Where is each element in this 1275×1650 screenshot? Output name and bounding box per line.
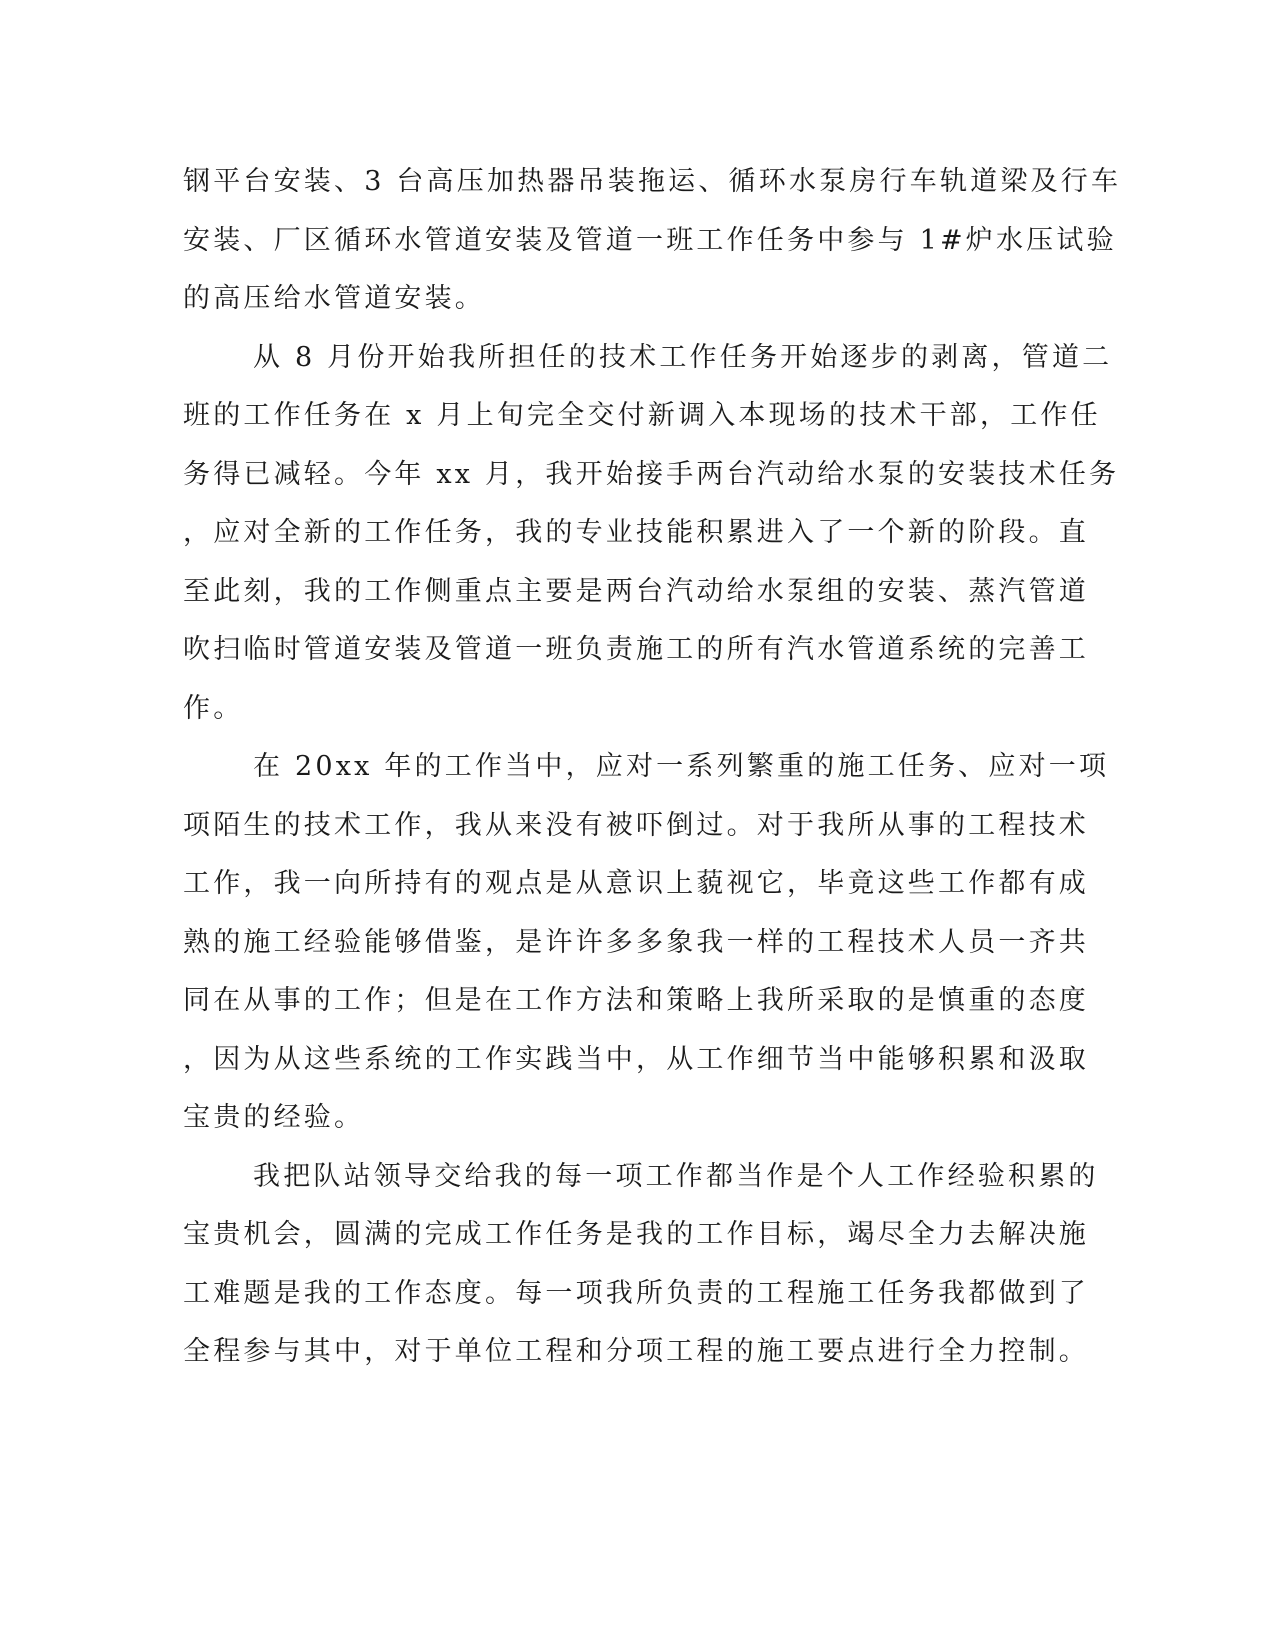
text-line: 工难题是我的工作态度。每一项我所负责的工程施工任务我都做到了 [183,1277,1089,1309]
paragraph-2 [183,329,1120,739]
text-line: ，因为从这些系统的工作实践当中，从工作细节当中能够积累和汲取 [183,1043,1089,1075]
document-body [183,153,1122,1382]
text-line: 的高压给水管道安装。 [183,283,485,314]
text-line: 项陌生的技术工作，我从来没有被吓倒过。对于我所从事的工程技术 [183,809,1089,841]
text-line: 我把队站领导交给我的每一项工作都当作是个人工作经验积累的 [253,1160,1099,1192]
text-line: 从 8 月份开始我所担任的技术工作任务开始逐步的剥离，管道二 [253,341,1113,373]
text-line: 班的工作任务在 x 月上旬完全交付新调入本现场的技术干部，工作任 [183,400,1101,431]
text-line: 吹扫临时管道安装及管道一班负责施工的所有汽水管道系统的完善工 [183,634,1089,665]
text-line: 在 20xx 年的工作当中，应对一系列繁重的施工任务、应对一项 [253,751,1110,782]
text-line: 同在从事的工作；但是在工作方法和策略上我所采取的是慎重的态度 [183,985,1089,1016]
text-line: 全程参与其中，对于单位工程和分项工程的施工要点进行全力控制。 [183,1336,1089,1367]
text-line: 熟的施工经验能够借鉴，是许许多多象我一样的工程技术人员一齐共 [183,926,1089,958]
text-line: 务得已减轻。今年 xx 月，我开始接手两台汽动给水泵的安装技术任务 [183,458,1120,490]
text-line: 至此刻，我的工作侧重点主要是两台汽动给水泵组的安装、蒸汽管道 [183,575,1089,607]
text-line: 钢平台安装、3 台高压加热器吊装拖运、循环水泵房行车轨道梁及行车 [183,166,1122,197]
paragraph-4 [183,1148,1099,1382]
text-line: 宝贵机会，圆满的完成工作任务是我的工作目标，竭尽全力去解决施 [183,1219,1089,1250]
text-line: 工作，我一向所持有的观点是从意识上藐视它，毕竟这些工作都有成 [183,868,1089,899]
text-line: ，应对全新的工作任务，我的专业技能积累进入了一个新的阶段。直 [183,517,1089,548]
paragraph-3 [183,738,1110,1148]
paragraph-1 [183,153,1122,329]
text-line: 安装、厂区循环水管道安装及管道一班工作任务中参与 1#炉水压试验 [183,224,1117,256]
text-line: 宝贵的经验。 [183,1102,365,1133]
text-line: 作。 [183,692,244,724]
